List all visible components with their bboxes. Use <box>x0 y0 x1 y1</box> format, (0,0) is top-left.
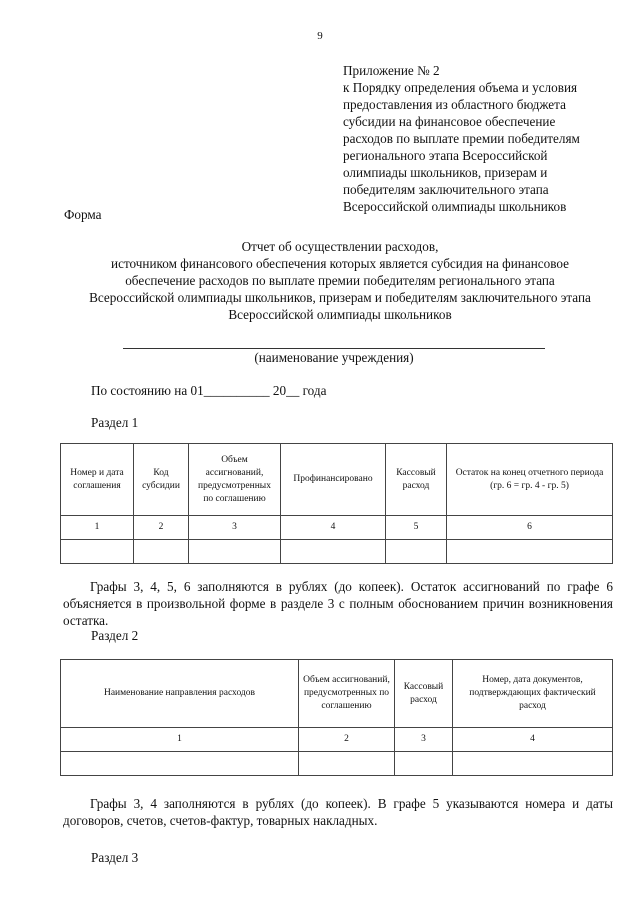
column-header: Остаток на конец отчетного периода (гр. 6 = гр. 4 - гр. 5) <box>447 444 613 516</box>
report-title-line: Отчет об осуществлении расходов, <box>241 239 439 254</box>
report-title-line: Всероссийской олимпиады школьников, призерам и победителям заключительного этапа <box>89 290 591 305</box>
section2-title: Раздел 2 <box>91 628 139 643</box>
column-header: Кассовый расход <box>395 660 453 728</box>
column-number: 1 <box>61 728 299 752</box>
appendix-line: Всероссийской олимпиады школьников <box>343 199 567 214</box>
column-header: Кассовый расход <box>386 444 447 516</box>
section2-note-text: Графы 3, 4 заполняются в рублях (до копеек). В графе 5 указываются номера и даты договоров, счетов, счетов-фактур, товарных накладных. <box>63 796 613 828</box>
report-title <box>40 238 640 323</box>
appendix-line: к Порядку определения объема и условия <box>343 80 578 95</box>
column-number: 3 <box>395 728 453 752</box>
report-title-line: источником финансового обеспечения которых является субсидия на финансовое <box>111 256 569 271</box>
section1-note <box>63 578 613 629</box>
section1-title: Раздел 1 <box>91 415 139 430</box>
column-header: Объем ассигнований, предусмотренных по соглашению <box>189 444 281 516</box>
institution-name-line[interactable] <box>123 348 545 349</box>
table-cell[interactable] <box>386 540 447 564</box>
column-number-row <box>61 728 613 752</box>
form-label: Форма <box>64 207 102 222</box>
table-cell[interactable] <box>395 752 453 776</box>
column-header: Номер, дата документов, подтверждающих фактический расход <box>453 660 613 728</box>
column-number: 2 <box>299 728 395 752</box>
column-number-row <box>61 516 613 540</box>
table-cell[interactable] <box>61 540 134 564</box>
column-header: Профинансировано <box>281 444 386 516</box>
table-cell[interactable] <box>299 752 395 776</box>
report-title-line: обеспечение расходов по выплате премии победителям регионального этапа <box>125 273 555 288</box>
column-number: 5 <box>386 516 447 540</box>
column-number: 6 <box>447 516 613 540</box>
section2-table <box>60 659 613 776</box>
section2-note <box>63 795 613 829</box>
appendix-block <box>343 62 628 215</box>
table-row <box>61 752 613 776</box>
appendix-line: предоставления из областного бюджета <box>343 97 566 112</box>
appendix-line: расходов по выплате премии победителям <box>343 131 580 146</box>
table-header-row <box>61 444 613 516</box>
institution-caption: (наименование учреждения) <box>254 350 414 365</box>
page-number: 9 <box>317 30 323 42</box>
appendix-line: субсидии на финансовое обеспечение <box>343 114 556 129</box>
table-cell[interactable] <box>189 540 281 564</box>
column-header: Код субсидии <box>134 444 189 516</box>
section3-title: Раздел 3 <box>91 850 139 865</box>
table-cell[interactable] <box>447 540 613 564</box>
column-header: Объем ассигнований, предусмотренных по соглашению <box>299 660 395 728</box>
table-cell[interactable] <box>134 540 189 564</box>
as-of-date: По состоянию на 01__________ 20__ года <box>91 383 327 398</box>
section1-table <box>60 443 613 564</box>
column-header: Номер и дата соглашения <box>61 444 134 516</box>
report-title-line: Всероссийской олимпиады школьников <box>228 307 452 322</box>
column-header: Наименование направления расходов <box>61 660 299 728</box>
table-cell[interactable] <box>281 540 386 564</box>
table-cell[interactable] <box>61 752 299 776</box>
column-number: 3 <box>189 516 281 540</box>
table-header-row <box>61 660 613 728</box>
appendix-line: олимпиады школьников, призерам и <box>343 165 548 180</box>
column-number: 2 <box>134 516 189 540</box>
appendix-line: регионального этапа Всероссийской <box>343 148 548 163</box>
column-number: 4 <box>453 728 613 752</box>
column-number: 4 <box>281 516 386 540</box>
section1-note-text: Графы 3, 4, 5, 6 заполняются в рублях (до копеек). Остаток ассигнований по графе 6 объясняется в произвольной форме в разделе 3 с полным обоснованием причин возникновения остатка. <box>63 579 613 628</box>
table-row <box>61 540 613 564</box>
appendix-title: Приложение № 2 <box>343 63 440 78</box>
table-cell[interactable] <box>453 752 613 776</box>
column-number: 1 <box>61 516 134 540</box>
appendix-line: победителям заключительного этапа <box>343 182 549 197</box>
